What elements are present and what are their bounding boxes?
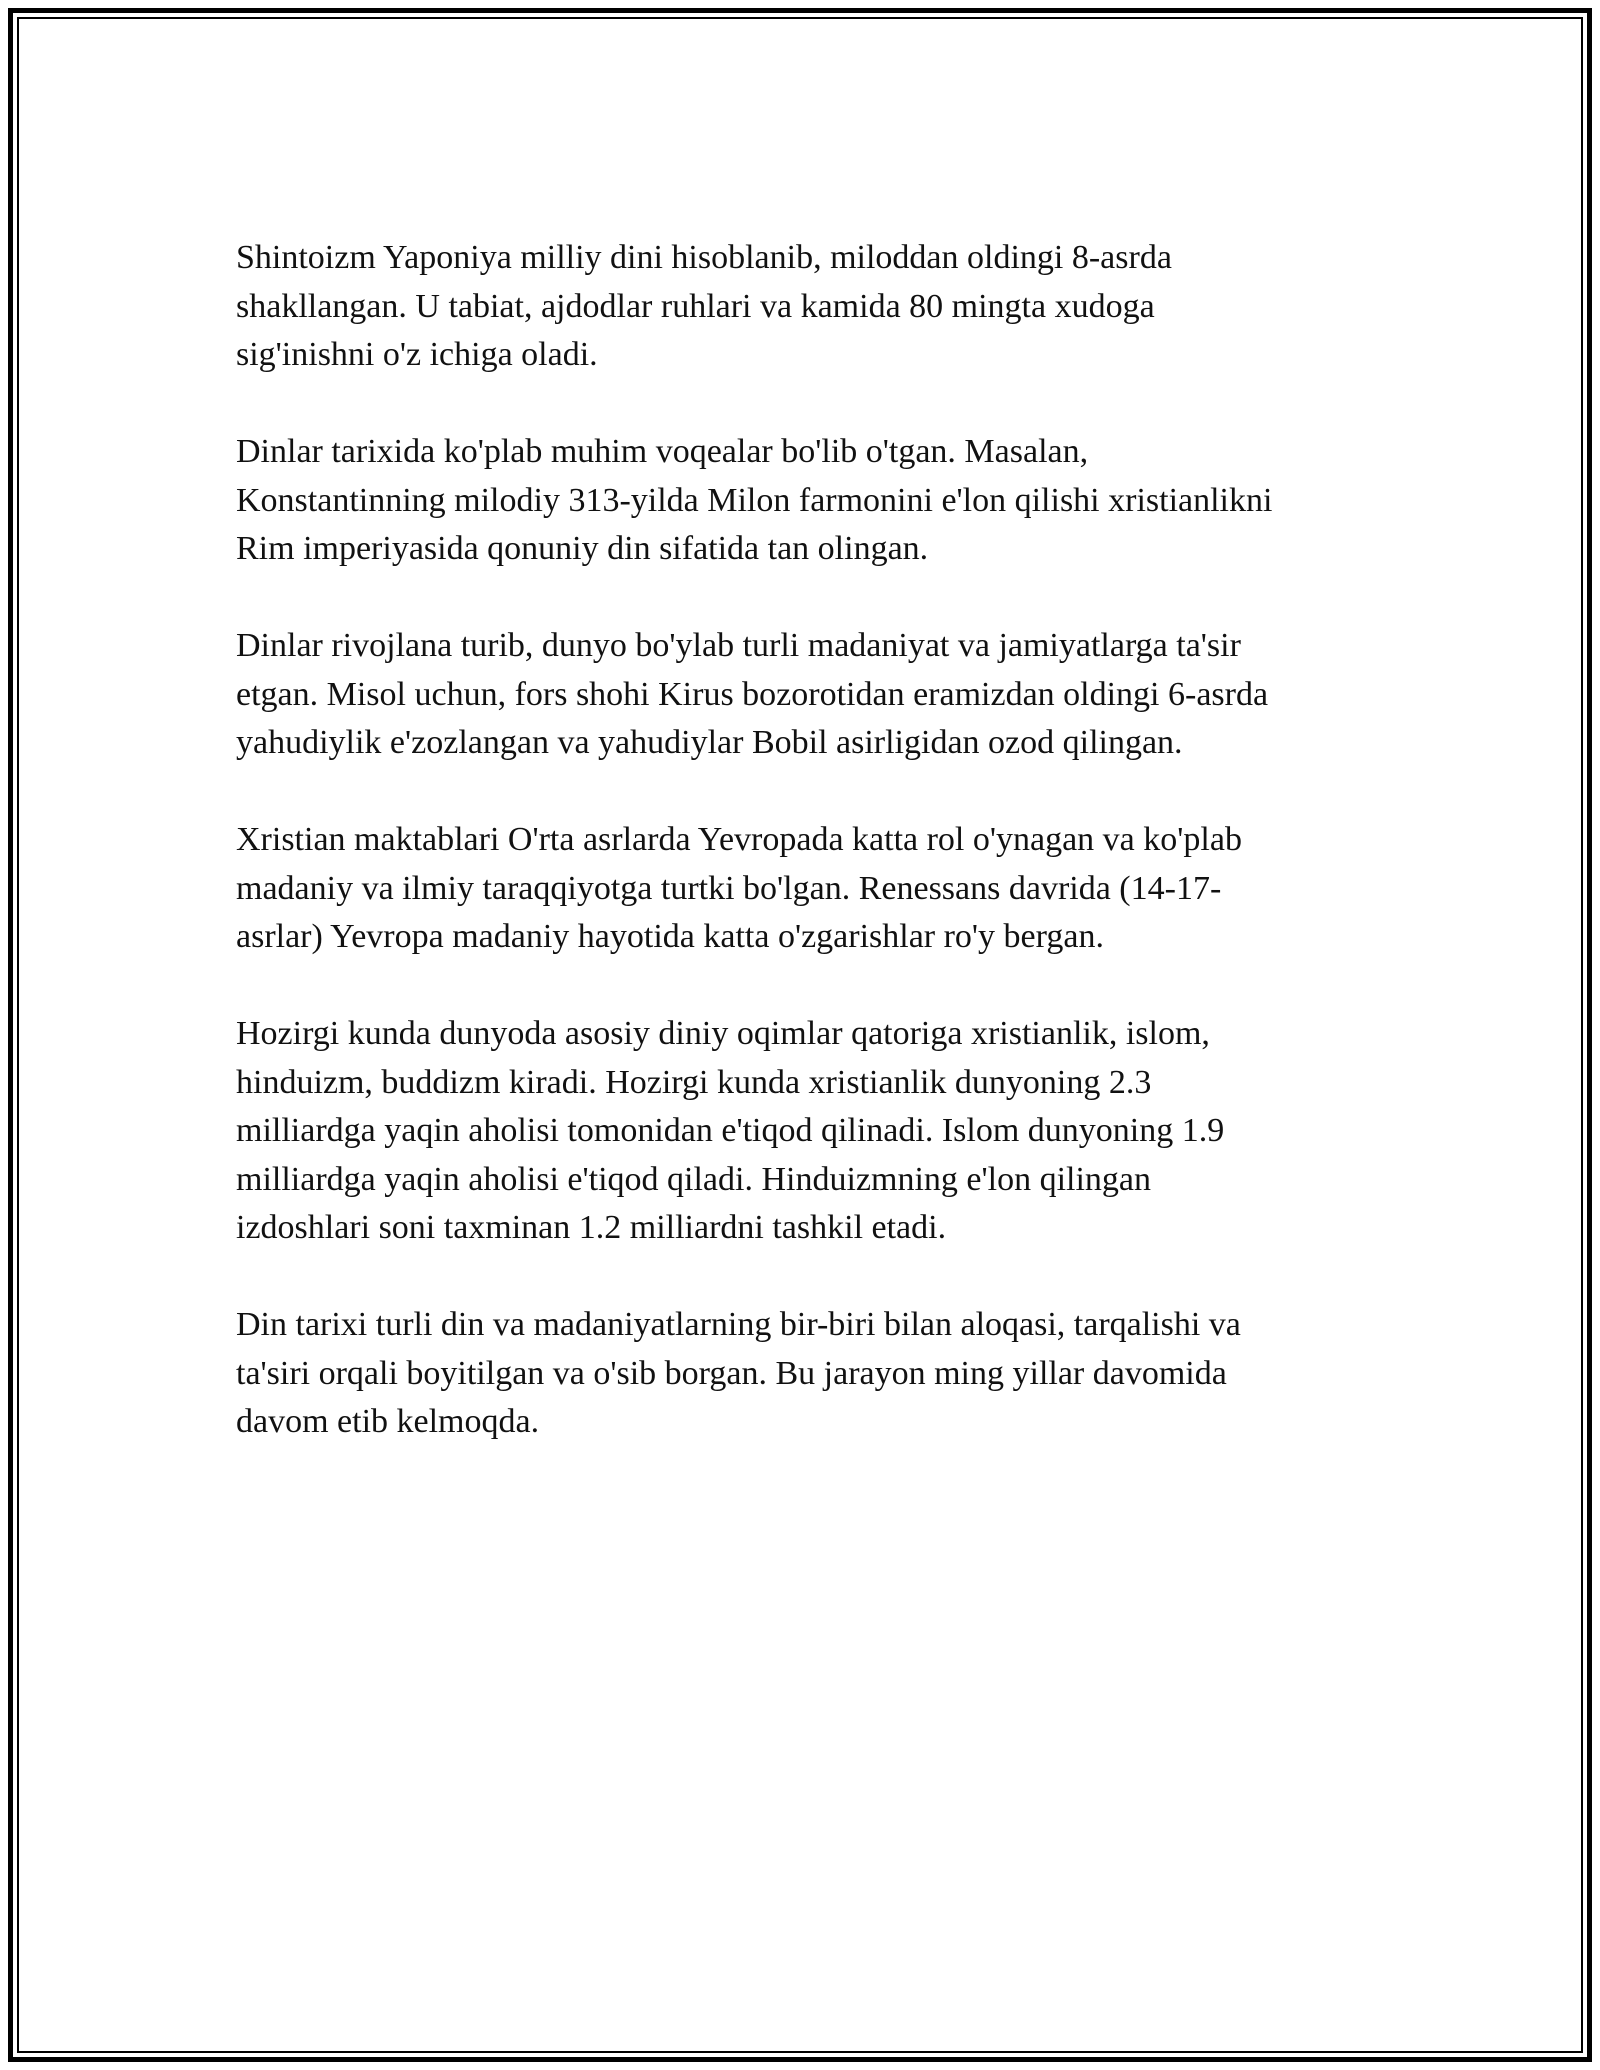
- document-body: [236, 234, 1366, 1495]
- paragraph-renaissance: Xristian maktablari O'rta asrlarda Yevropada katta rol o'ynagan va ko'plab madaniy va ilmiy taraqqiyotga turtki bo'lgan. Renessans davrida (14-17- asrlar) Yevropa madaniy hayotida katta o'zgarishlar ro'y bergan.: [236, 821, 1242, 955]
- paragraph-world-religions: Hozirgi kunda dunyoda asosiy diniy oqimlar qatoriga xristianlik, islom, hinduizm, buddizm kiradi. Hozirgi kunda xristianlik dunyoning 2.3 milliardga yaqin aholisi tomonidan e'tiqod qilinadi. Islom dunyoning 1.9 milliardga yaqin aholisi e'tiqod qiladi. Hinduizmning e'lon qilingan izdoshlari soni taxminan 1.2 milliardni tashkil etadi.: [236, 1015, 1225, 1246]
- paragraph-cyrus: Dinlar rivojlana turib, dunyo bo'ylab turli madaniyat va jamiyatlarga ta'sir etgan. Misol uchun, fors shohi Kirus bozorotidan eramizdan oldingi 6-asrda yahudiylik e'zozlangan va yahudiylar Bobil asirligidan ozod qilingan.: [236, 627, 1269, 761]
- paragraph-shintoism: Shintoizm Yaponiya milliy dini hisoblanib, miloddan oldingi 8-asrda shakllangan. U tabiat, ajdodlar ruhlari va kamida 80 mingta xudoga sig'inishni o'z ichiga oladi.: [236, 239, 1172, 373]
- paragraph-edict-of-milan: Dinlar tarixida ko'plab muhim voqealar bo'lib o'tgan. Masalan, Konstantinning milodiy 313-yilda Milon farmonini e'lon qilishi xristianlikni Rim imperiyasida qonuniy din sifatida tan olingan.: [236, 433, 1273, 567]
- paragraph-conclusion: Din tarixi turli din va madaniyatlarning bir-biri bilan aloqasi, tarqalishi va ta'siri orqali boyitilgan va o'sib borgan. Bu jarayon ming yillar davomida davom etib kelmoqda.: [236, 1306, 1241, 1440]
